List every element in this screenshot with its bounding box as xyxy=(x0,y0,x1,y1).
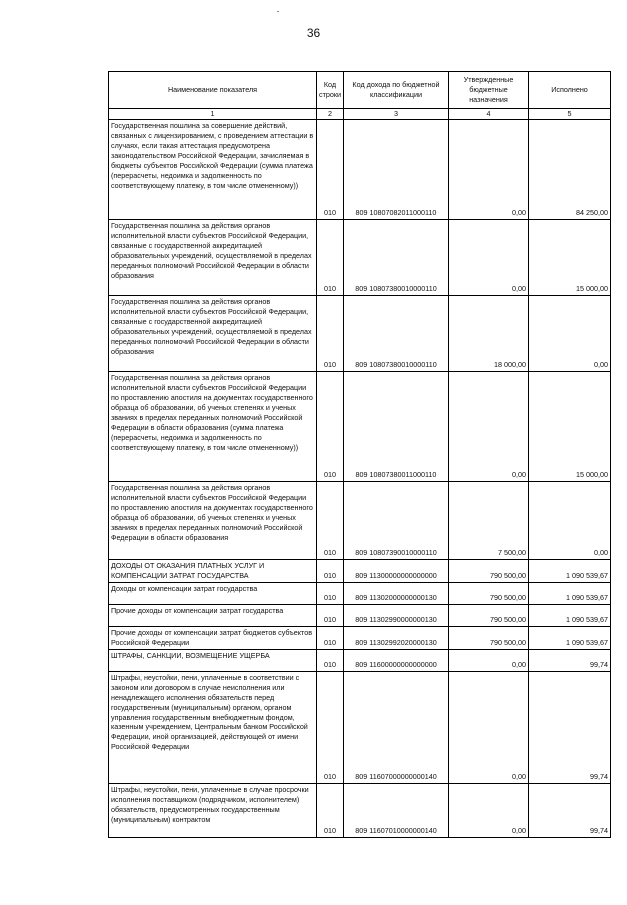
indicator-name: ДОХОДЫ ОТ ОКАЗАНИЯ ПЛАТНЫХ УСЛУГ И КОМПЕНСАЦИИ ЗАТРАТ ГОСУДАРСТВА xyxy=(109,560,317,583)
column-index: 1 xyxy=(109,109,317,120)
header-income-code: Код дохода по бюджетной классификации xyxy=(344,72,449,109)
executed-value: 1 090 539,67 xyxy=(529,560,611,583)
approved-value: 18 000,00 xyxy=(449,296,529,372)
header-row xyxy=(109,72,611,109)
table-row xyxy=(109,372,611,482)
indicator-name: Государственная пошлина за действия органов исполнительной власти субъектов Российской Федерации, связанные с государственной аккредитацией образовательных учреждений, осуществляемой в пределах переданных полномочий Российской Федерации в области образования xyxy=(109,296,317,372)
approved-value: 790 500,00 xyxy=(449,582,529,604)
table-row xyxy=(109,482,611,560)
income-code: 809 11600000000000000 xyxy=(344,649,449,671)
income-code: 809 10807082011000110 xyxy=(344,120,449,220)
indicator-name: Доходы от компенсации затрат государства xyxy=(109,582,317,604)
line-code: 010 xyxy=(317,626,344,649)
approved-value: 0,00 xyxy=(449,120,529,220)
revenue-table xyxy=(108,71,611,838)
indicator-name: Прочие доходы от компенсации затрат бюджетов субъектов Российской Федерации xyxy=(109,626,317,649)
scan-speck xyxy=(277,11,279,12)
column-index: 5 xyxy=(529,109,611,120)
indicator-name: Государственная пошлина за действия органов исполнительной власти субъектов Российской Федерации по проставлению апостиля на документах государственного образца об образовании, об ученых степенях и ученых званиях в пределах переданных полномочий Российской Федерации в области образования (сумма платежа (перерасчеты, недоимка и задолженность по соответствующему платежу, в том числе отмененному)) xyxy=(109,372,317,482)
line-code: 010 xyxy=(317,671,344,783)
column-index-row xyxy=(109,109,611,120)
income-code: 809 11302992020000130 xyxy=(344,626,449,649)
income-code: 809 10807390010000110 xyxy=(344,482,449,560)
table-row xyxy=(109,220,611,296)
executed-value: 99,74 xyxy=(529,783,611,837)
page-number: 36 xyxy=(306,26,321,40)
indicator-name: Прочие доходы от компенсации затрат государства xyxy=(109,604,317,626)
table-row xyxy=(109,649,611,671)
approved-value: 790 500,00 xyxy=(449,604,529,626)
table-row xyxy=(109,120,611,220)
approved-value: 7 500,00 xyxy=(449,482,529,560)
line-code: 010 xyxy=(317,783,344,837)
executed-value: 99,74 xyxy=(529,649,611,671)
executed-value: 1 090 539,67 xyxy=(529,626,611,649)
header-line-code: Код строки xyxy=(317,72,344,109)
income-code: 809 11300000000000000 xyxy=(344,560,449,583)
executed-value: 1 090 539,67 xyxy=(529,582,611,604)
indicator-name: Штрафы, неустойки, пени, уплаченные в случае просрочки исполнения поставщиком (подрядчиком, исполнителем) обязательств, предусмотренных государственным (муниципальным) контрактом xyxy=(109,783,317,837)
header-executed: Исполнено xyxy=(529,72,611,109)
approved-value: 790 500,00 xyxy=(449,626,529,649)
table-row xyxy=(109,560,611,583)
income-code: 809 11607010000000140 xyxy=(344,783,449,837)
executed-value: 0,00 xyxy=(529,482,611,560)
approved-value: 0,00 xyxy=(449,671,529,783)
executed-value: 0,00 xyxy=(529,296,611,372)
line-code: 010 xyxy=(317,482,344,560)
table-row xyxy=(109,296,611,372)
approved-value: 0,00 xyxy=(449,220,529,296)
line-code: 010 xyxy=(317,220,344,296)
income-code: 809 10807380010000110 xyxy=(344,296,449,372)
header-approved: Утвержденные бюджетные назначения xyxy=(449,72,529,109)
indicator-name: Государственная пошлина за действия органов исполнительной власти субъектов Российской Федерации по проставлению апостиля на документах государственного образца об образовании, об ученых степенях и ученых званиях в пределах переданных полномочий Российской Федерации в области образования xyxy=(109,482,317,560)
line-code: 010 xyxy=(317,560,344,583)
income-code: 809 10807380010000110 xyxy=(344,220,449,296)
table-row xyxy=(109,671,611,783)
executed-value: 15 000,00 xyxy=(529,220,611,296)
approved-value: 0,00 xyxy=(449,783,529,837)
line-code: 010 xyxy=(317,372,344,482)
approved-value: 0,00 xyxy=(449,372,529,482)
line-code: 010 xyxy=(317,649,344,671)
column-index: 3 xyxy=(344,109,449,120)
line-code: 010 xyxy=(317,582,344,604)
income-code: 809 11607000000000140 xyxy=(344,671,449,783)
approved-value: 0,00 xyxy=(449,649,529,671)
income-code: 809 11302000000000130 xyxy=(344,582,449,604)
line-code: 010 xyxy=(317,120,344,220)
header-name: Наименование показателя xyxy=(109,72,317,109)
executed-value: 84 250,00 xyxy=(529,120,611,220)
approved-value: 790 500,00 xyxy=(449,560,529,583)
column-index: 2 xyxy=(317,109,344,120)
executed-value: 1 090 539,67 xyxy=(529,604,611,626)
table-row xyxy=(109,582,611,604)
indicator-name: Государственная пошлина за действия органов исполнительной власти субъектов Российской Федерации, связанные с государственной аккредитацией образовательных учреждений, осуществляемой в пределах переданных полномочий Российской Федерации в области образования xyxy=(109,220,317,296)
income-code: 809 11302990000000130 xyxy=(344,604,449,626)
table-row xyxy=(109,604,611,626)
executed-value: 99,74 xyxy=(529,671,611,783)
line-code: 010 xyxy=(317,604,344,626)
table-row xyxy=(109,626,611,649)
executed-value: 15 000,00 xyxy=(529,372,611,482)
indicator-name: Штрафы, неустойки, пени, уплаченные в соответствии с законом или договором в случае неисполнения или ненадлежащего исполнения обязательств перед государственным (муниципальным) органом, органом управления государственным внебюджетным фондом, казенным учреждением, Центральным банком Российской Федерации, иной организацией, действующей от имени Российской Федерации xyxy=(109,671,317,783)
line-code: 010 xyxy=(317,296,344,372)
indicator-name: ШТРАФЫ, САНКЦИИ, ВОЗМЕЩЕНИЕ УЩЕРБА xyxy=(109,649,317,671)
column-index: 4 xyxy=(449,109,529,120)
table-row xyxy=(109,783,611,837)
income-code: 809 10807380011000110 xyxy=(344,372,449,482)
indicator-name: Государственная пошлина за совершение действий, связанных с лицензированием, с проведением аттестации в случаях, если такая аттестация предусмотрена законодательством Российской Федерации, зачисляемая в бюджеты субъектов Российской Федерации (сумма платежа (перерасчеты, недоимка и задолженность по соответствующему платежу, в том числе отмененному)) xyxy=(109,120,317,220)
